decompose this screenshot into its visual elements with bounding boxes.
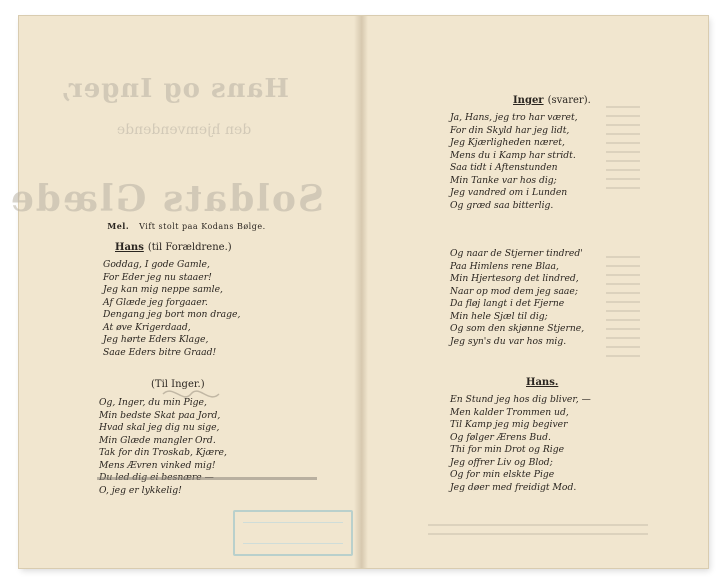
verse-line: Mens Ævren vinked mig! bbox=[99, 459, 216, 471]
section-heading-til-inger bbox=[151, 379, 205, 390]
verse-line: Men kalder Trommen ud, bbox=[450, 406, 569, 418]
verse-line: Paa Himlens rene Blaa, bbox=[450, 260, 559, 272]
section-heading-inger bbox=[513, 95, 591, 106]
verse-line: Min Hjertesorg det lindred, bbox=[450, 273, 579, 284]
bleed-through-marks bbox=[606, 106, 640, 196]
verse-line: Saae Eders bitre Graad! bbox=[103, 346, 217, 358]
verse-line: Min bedste Skat paa Jord, bbox=[99, 409, 221, 421]
verse-line: Mens du i Kamp har stridt. bbox=[450, 149, 576, 161]
verse-line: O, jeg er lykkelig! bbox=[99, 484, 182, 496]
bleed-through-marks bbox=[428, 524, 648, 542]
ghost-title: Hans og Inger, bbox=[59, 74, 289, 104]
verse-line: Goddag, I gode Gamle, bbox=[103, 259, 210, 270]
verse-line: Og for min elskte Pige bbox=[450, 469, 555, 480]
stage-direction: (til Forældrene.) bbox=[147, 242, 232, 253]
verse-line: Tak for din Troskab, Kjære, bbox=[99, 447, 227, 458]
verse-line: Jeg vandred om i Lunden bbox=[450, 187, 568, 198]
speaker-name: Hans. bbox=[526, 377, 559, 388]
bleed-through-marks bbox=[606, 256, 640, 364]
stage-direction: (Til Inger.) bbox=[151, 379, 205, 390]
verse-line: Og græd saa bitterlig. bbox=[450, 199, 554, 211]
verse-line: Min Tanke var hos dig; bbox=[450, 174, 557, 186]
melody-line bbox=[19, 221, 354, 231]
verse-hans-1 bbox=[103, 259, 240, 359]
verse-line: Min hele Sjæl til dig; bbox=[450, 310, 548, 322]
left-page bbox=[8, 16, 354, 568]
verse-line: Jeg døer med freidigt Mod. bbox=[450, 481, 577, 493]
verse-line: Og følger Ærens Bud. bbox=[450, 431, 551, 443]
right-page bbox=[368, 16, 708, 568]
verse-inger-1 bbox=[450, 112, 578, 212]
speaker-name: Hans bbox=[115, 242, 144, 253]
verse-line: Og naar de Stjerner tindred' bbox=[450, 248, 583, 259]
verse-line: Og, Inger, du min Pige, bbox=[99, 397, 207, 408]
divider-rule bbox=[97, 477, 317, 480]
verse-line: At øve Krigerdaad, bbox=[103, 321, 191, 333]
verse-line: Jeg hørte Eders Klage, bbox=[103, 334, 209, 345]
verse-line: Jeg syn's du var hos mig. bbox=[450, 335, 567, 347]
verse-hans-2 bbox=[99, 397, 227, 497]
verse-line: For Eder jeg nu staaer! bbox=[103, 271, 212, 283]
ghost-big-title: Soldats Glæde bbox=[8, 178, 324, 220]
verse-line: Jeg Kjærligheden næret, bbox=[450, 137, 565, 148]
verse-line: Af Glæde jeg forgaaer. bbox=[103, 296, 208, 308]
stage-direction: (svarer). bbox=[547, 95, 591, 106]
speaker-name: Inger bbox=[513, 95, 544, 106]
library-stamp bbox=[233, 510, 353, 556]
ghost-subtitle: den hjemvendende bbox=[116, 122, 252, 138]
verse-line: Jeg offrer Liv og Blod; bbox=[450, 456, 553, 468]
verse-line: Thi for min Drot og Rige bbox=[450, 444, 565, 455]
section-heading-hans bbox=[115, 242, 232, 253]
section-heading-hans bbox=[526, 377, 558, 388]
verse-line: Hvad skal jeg dig nu sige, bbox=[99, 422, 220, 433]
verse-line: Da fløj langt i det Fjerne bbox=[450, 298, 565, 309]
verse-line: Naar op mod dem jeg saae; bbox=[450, 285, 578, 297]
verse-line: Og som den skjønne Stjerne, bbox=[450, 323, 585, 334]
booklet-sheet bbox=[8, 16, 708, 568]
verse-line: Dengang jeg bort mon drage, bbox=[103, 309, 241, 320]
verse-line: Saa tidt i Aftenstunden bbox=[450, 162, 558, 173]
verse-line: Ja, Hans, jeg tro har været, bbox=[450, 112, 578, 123]
melody-text: Vift stolt paa Kodans Bølge. bbox=[139, 222, 266, 231]
verse-line: For din Skyld har jeg lidt, bbox=[450, 124, 570, 136]
center-fold bbox=[354, 16, 368, 568]
verse-inger-2 bbox=[450, 248, 584, 348]
verse-line: Jeg kan mig neppe samle, bbox=[103, 284, 223, 295]
verse-line: Min Glæde mangler Ord. bbox=[99, 434, 216, 446]
melody-label: Mel. bbox=[107, 221, 130, 231]
verse-line: Til Kamp jeg mig begiver bbox=[450, 419, 568, 430]
verse-line: En Stund jeg hos dig bliver, — bbox=[450, 394, 591, 405]
verse-hans-3 bbox=[450, 394, 591, 494]
